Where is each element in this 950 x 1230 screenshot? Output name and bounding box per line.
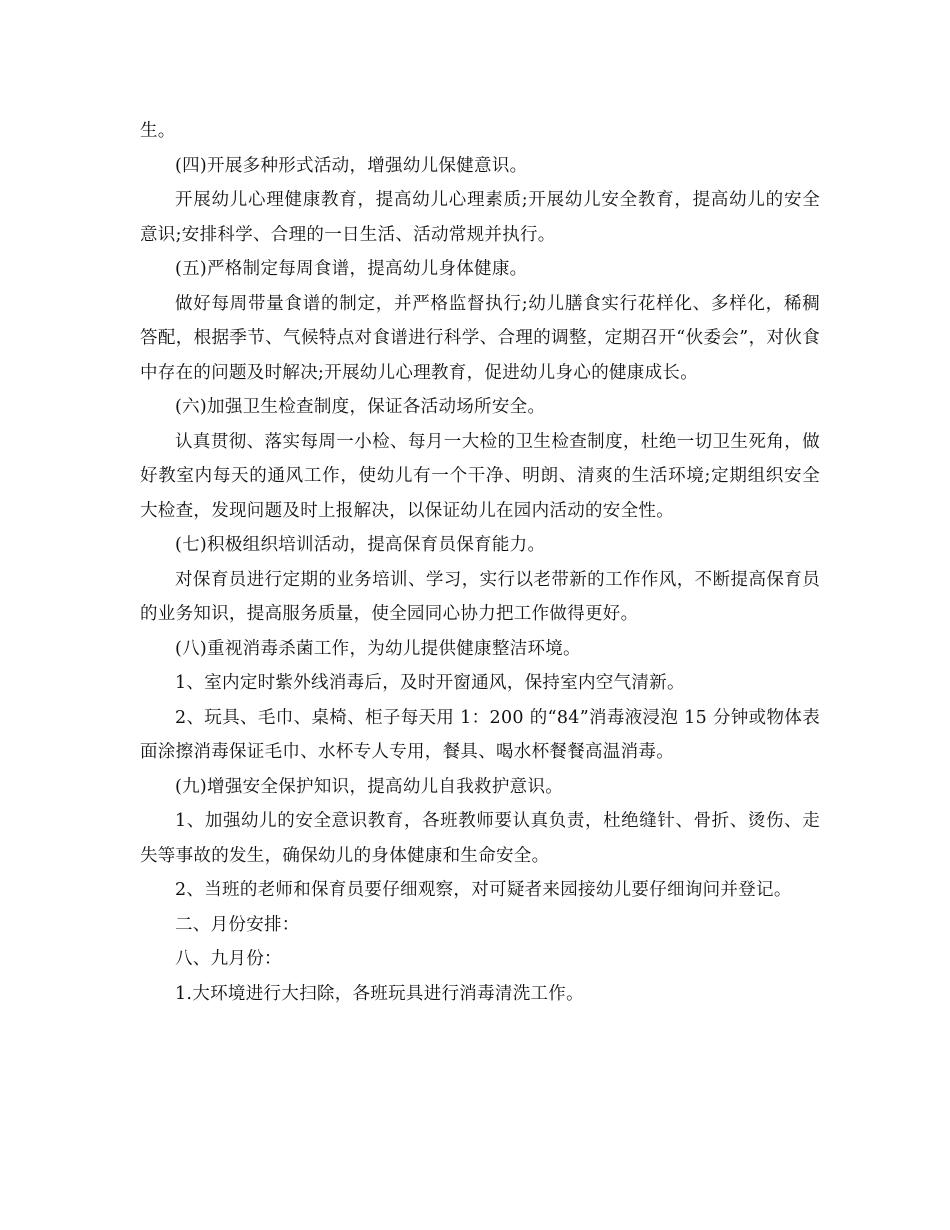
paragraph: 对保育员进行定期的业务培训、学习，实行以老带新的工作作风，不断提高保育员的业务知识，提高服务质量，使全园同心协力把工作做得更好。	[140, 569, 820, 624]
paragraph: 二、月份安排：	[175, 914, 300, 935]
paragraph: (四)开展多种形式活动，增强幼儿保健意识。	[175, 155, 528, 176]
paragraph: 2、当班的老师和保育员要仔细观察，对可疑者来园接幼儿要仔细询问并登记。	[175, 880, 792, 900]
paragraph: (九)增强安全保护知识，提高幼儿自我救护意识。	[175, 776, 564, 797]
paragraph: (五)严格制定每周食谱，提高幼儿身体健康。	[175, 259, 528, 279]
paragraph: (七)积极组织培训活动，提高保育员保育能力。	[175, 535, 546, 555]
paragraph: 1、室内定时紫外线消毒后，及时开窗通风，保持室内空气清新。	[175, 673, 685, 693]
paragraph: 1、加强幼儿的安全意识教育，各班教师要认真负责，杜绝缝针、骨折、烫伤、走失等事故的发生，确保幼儿的身体健康和生命安全。	[140, 811, 820, 866]
paragraph: 生。	[140, 121, 176, 141]
paragraph: (六)加强卫生检查制度，保证各活动场所安全。	[175, 397, 546, 417]
paragraph: 2、玩具、毛巾、桌椅、柜子每天用 1：200 的“84”消毒液浸泡 15 分钟或物体表面涂擦消毒保证毛巾、水杯专人专用，餐具、喝水杯餐餐高温消毒。	[140, 707, 820, 762]
paragraph: 做好每周带量食谱的制定，并严格监督执行;幼儿膳食实行花样化、多样化，稀稠答配，根据季节、气候特点对食谱进行科学、合理的调整，定期召开“伙委会”，对伙食中存在的问题及时解决;开展幼儿心理教育，促进幼儿身心的健康成长。	[140, 293, 820, 383]
paragraph: (八)重视消毒杀菌工作，为幼儿提供健康整洁环境。	[175, 638, 581, 659]
paragraph: 1.大环境进行大扫除，各班玩具进行消毒清洗工作。	[175, 983, 584, 1004]
paragraph: 八、九月份：	[175, 949, 282, 969]
paragraph: 开展幼儿心理健康教育，提高幼儿心理素质;开展幼儿安全教育，提高幼儿的安全意识;安排科学、合理的一日生活、活动常规并执行。	[140, 190, 820, 245]
paragraph: 认真贯彻、落实每周一小检、每月一大检的卫生检查制度，杜绝一切卫生死角，做好教室内每天的通风工作，使幼儿有一个干净、明朗、清爽的生活环境;定期组织安全大检查，发现问题及时上报解决，以保证幼儿在园内活动的安全性。	[140, 431, 820, 521]
document-body	[140, 114, 820, 1011]
